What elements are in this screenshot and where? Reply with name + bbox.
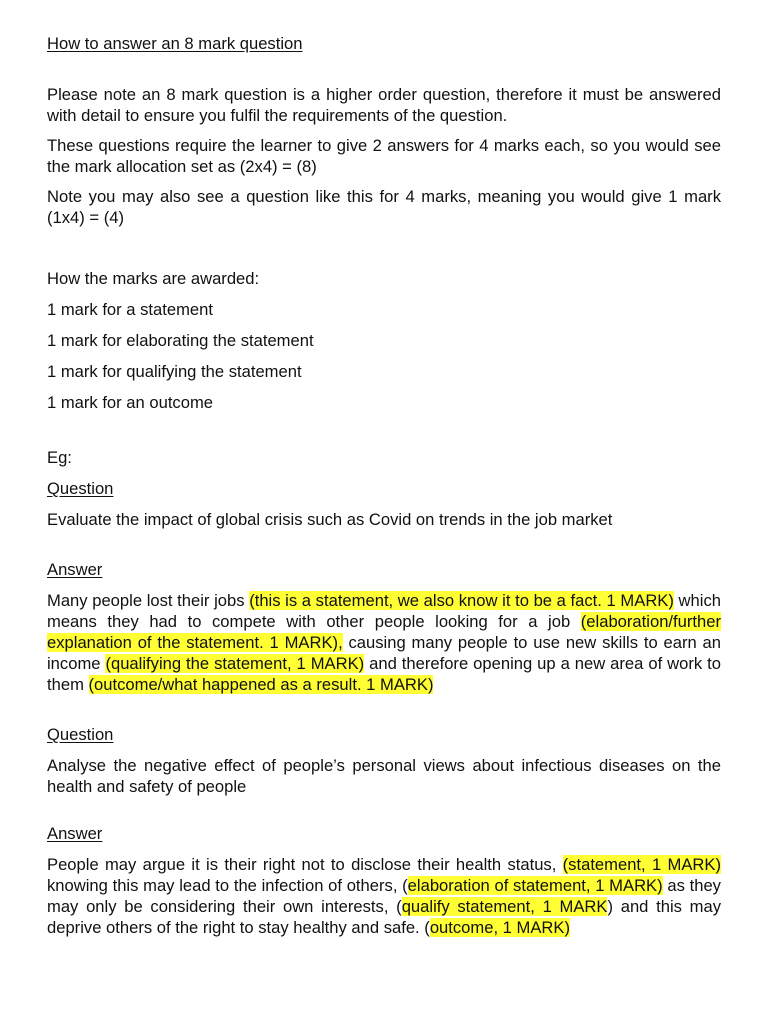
answer-text: as they may only be considering their own interests, (: [47, 876, 721, 916]
intro-paragraph-2: These questions require the learner to give 2 answers for 4 marks each, so you would see the mark allocation set as (2x4) = (8): [47, 136, 721, 176]
highlight-qualifying: (qualifying the statement, 1 MARK): [105, 654, 365, 673]
answer-text: ) and this may deprive others of the right to stay healthy and safe. (: [47, 897, 721, 937]
document-page: [47, 33, 721, 938]
example2-answer-heading: Answer: [47, 824, 103, 843]
highlight-statement: (this is a statement, we also know it to be a fact. 1 MARK): [249, 591, 674, 610]
answer-text: Many people lost their jobs: [47, 591, 250, 610]
answer-text: which means they had to compete with other people looking for a job: [47, 591, 721, 631]
document-title: How to answer an 8 mark question: [47, 34, 303, 53]
marks-heading: How the marks are awarded:: [47, 269, 260, 288]
highlight-outcome: (outcome/what happened as a result. 1 MARK): [88, 675, 434, 694]
answer-text: and therefore opening up a new area of work to them: [47, 654, 721, 694]
example2-question-heading: Question: [47, 725, 114, 744]
highlight-elaboration: elaboration of statement, 1 MARK): [407, 876, 663, 895]
answer-text: causing many people to use new skills to earn an income: [47, 633, 721, 673]
intro-paragraph-3: Note you may also see a question like this for 4 marks, meaning you would give 1 mark (1x4) = (4): [47, 187, 721, 227]
example2-answer: [47, 854, 721, 938]
highlight-qualifying: qualify statement, 1 MARK: [401, 897, 608, 916]
answer-text: knowing this may lead to the infection of others, (: [47, 876, 408, 895]
mark-item-elaborating: 1 mark for elaborating the statement: [47, 331, 314, 350]
highlight-statement: (statement, 1 MARK): [562, 855, 721, 874]
highlight-outcome: outcome, 1 MARK): [429, 918, 570, 937]
mark-item-outcome: 1 mark for an outcome: [47, 393, 214, 412]
answer-text: People may argue it is their right not to disclose their health status,: [47, 855, 563, 874]
mark-item-qualifying: 1 mark for qualifying the statement: [47, 362, 302, 381]
highlight-elaboration: (elaboration/further explanation of the statement. 1 MARK),: [47, 612, 721, 652]
mark-item-statement: 1 mark for a statement: [47, 300, 214, 319]
example1-answer: [47, 590, 721, 695]
example1-question-heading: Question: [47, 479, 114, 498]
example2-question: Analyse the negative effect of people’s personal views about infectious diseases on the health and safety of people: [47, 756, 721, 796]
example1-answer-heading: Answer: [47, 560, 103, 579]
example1-question: Evaluate the impact of global crisis such as Covid on trends in the job market: [47, 510, 613, 529]
intro-paragraph-1: Please note an 8 mark question is a higher order question, therefore it must be answered with detail to ensure you fulfil the requirements of the question.: [47, 85, 721, 125]
example-label: Eg:: [47, 448, 72, 467]
